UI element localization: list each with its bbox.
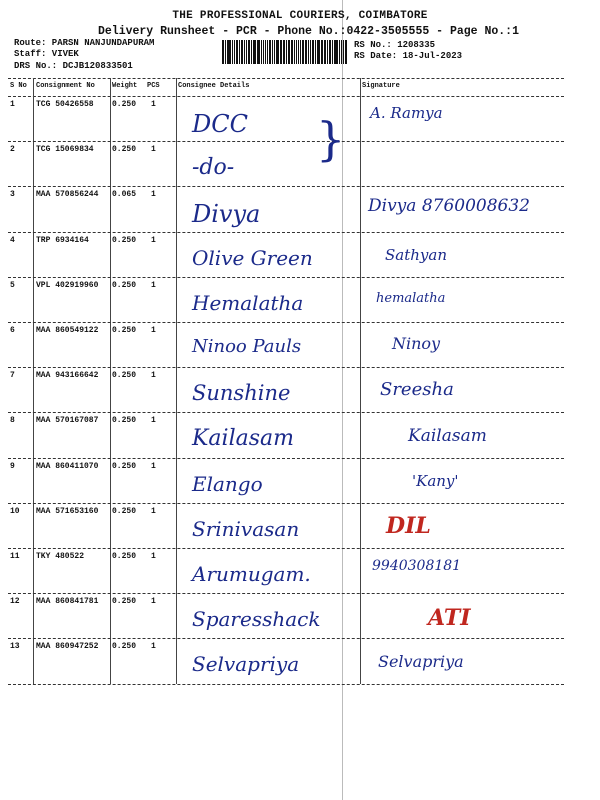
row-pcs: 1 bbox=[151, 326, 156, 335]
column-header-pcs: PCS bbox=[147, 82, 160, 90]
row-consignment-no: MAA 860841781 bbox=[36, 597, 99, 607]
row-signature: Kailasam bbox=[408, 426, 487, 447]
route-label: Route: PARSN NANJUNDAPURAM bbox=[14, 38, 155, 48]
row-weight: 0.250 bbox=[112, 100, 137, 109]
row-consignee-handwritten: Selvapriya bbox=[192, 652, 300, 677]
row-signature: Ninoy bbox=[392, 334, 441, 353]
row-weight: 0.250 bbox=[112, 326, 137, 335]
runsheet-subtitle: Delivery Runsheet - PCR - Phone No.:0422-3505555 - Page No.:1 bbox=[98, 25, 519, 38]
barcode bbox=[222, 40, 348, 64]
drs-number: DRS No.: DCJB120833501 bbox=[14, 61, 133, 71]
row-sno: 13 bbox=[10, 642, 20, 652]
row-divider bbox=[8, 458, 564, 459]
row-divider bbox=[8, 412, 564, 413]
row-signature: hemalatha bbox=[376, 290, 446, 306]
column-header-signature: Signature bbox=[362, 82, 400, 90]
column-header-consignee: Consignee Details bbox=[178, 82, 250, 90]
rs-number: RS No.: 1208335 bbox=[354, 40, 436, 50]
row-sno: 10 bbox=[10, 506, 20, 516]
staff-label: Staff: VIVEK bbox=[14, 49, 79, 59]
row-signature: ATI bbox=[428, 605, 471, 632]
row-sno: 4 bbox=[10, 235, 15, 245]
row-weight: 0.250 bbox=[112, 597, 137, 607]
row-signature: 9940308181 bbox=[372, 558, 462, 574]
row-consignee-handwritten: Arumugam. bbox=[192, 562, 311, 586]
row-divider bbox=[8, 277, 564, 278]
row-divider bbox=[8, 503, 564, 504]
row-divider bbox=[8, 141, 564, 142]
row-sno: 3 bbox=[10, 190, 15, 200]
row-sno: 9 bbox=[10, 461, 15, 471]
header-bottom-border bbox=[8, 96, 564, 97]
company-title: THE PROFESSIONAL COURIERS, COIMBATORE bbox=[172, 10, 428, 22]
row-divider bbox=[8, 186, 564, 187]
row-weight: 0.250 bbox=[112, 371, 137, 381]
row-divider bbox=[8, 322, 564, 323]
row-sno: 7 bbox=[10, 371, 15, 381]
row-divider bbox=[8, 593, 564, 594]
row-pcs: 1 bbox=[151, 100, 156, 109]
row-pcs: 1 bbox=[151, 642, 156, 652]
row-consignment-no: TRP 6934164 bbox=[36, 235, 89, 245]
row-pcs: 1 bbox=[151, 190, 156, 200]
row-consignment-no: TKY 480522 bbox=[36, 552, 85, 561]
row-weight: 0.250 bbox=[112, 416, 137, 426]
row-consignee-handwritten: Ninoo Pauls bbox=[192, 336, 302, 357]
table-top-border bbox=[8, 78, 564, 79]
row-sno: 5 bbox=[10, 280, 15, 290]
row-consignee-handwritten: -do- bbox=[192, 155, 235, 181]
row-consignment-no: MAA 943166642 bbox=[36, 371, 99, 381]
row-weight: 0.065 bbox=[112, 190, 137, 200]
column-header-weight: Weight bbox=[112, 82, 138, 90]
row-sno: 1 bbox=[10, 100, 15, 109]
row-consignee-handwritten: Srinivasan bbox=[192, 516, 300, 541]
row-signature: Divya 8760008632 bbox=[368, 196, 530, 217]
row-consignment-no: MAA 860411070 bbox=[36, 461, 99, 471]
row-pcs: 1 bbox=[151, 506, 156, 516]
row-consignee-handwritten: Sparesshack bbox=[192, 607, 321, 632]
row-divider bbox=[8, 232, 564, 233]
row-consignee-handwritten: DCC bbox=[192, 110, 248, 138]
row-sno: 12 bbox=[10, 597, 20, 607]
row-consignee-handwritten: Elango bbox=[192, 471, 263, 496]
row-divider bbox=[8, 367, 564, 368]
row-consignment-no: MAA 571653160 bbox=[36, 506, 99, 516]
row-pcs: 1 bbox=[151, 280, 156, 290]
row-consignment-no: TCG 15069834 bbox=[36, 145, 94, 155]
row-signature: Sathyan bbox=[385, 245, 447, 264]
row-pcs: 1 bbox=[151, 145, 156, 155]
row-pcs: 1 bbox=[151, 461, 156, 471]
row-signature: DIL bbox=[386, 512, 431, 539]
rs-date: RS Date: 18-Jul-2023 bbox=[354, 51, 463, 61]
row-weight: 0.250 bbox=[112, 506, 137, 516]
row-consignment-no: MAA 570856244 bbox=[36, 190, 99, 200]
handwritten-brace-mark: } bbox=[316, 112, 346, 166]
row-weight: 0.250 bbox=[112, 235, 137, 245]
row-signature: Selvapriya bbox=[378, 652, 464, 672]
row-sno: 11 bbox=[10, 552, 20, 561]
row-pcs: 1 bbox=[151, 416, 156, 426]
row-sno: 6 bbox=[10, 326, 15, 335]
row-consignment-no: MAA 860549122 bbox=[36, 326, 99, 335]
row-consignee-handwritten: Divya bbox=[192, 200, 261, 229]
row-consignment-no: VPL 402919960 bbox=[36, 280, 99, 290]
row-consignee-handwritten: Kailasam bbox=[192, 426, 295, 452]
row-consignee-handwritten: Sunshine bbox=[192, 381, 291, 406]
column-header-sno: S No bbox=[10, 82, 27, 90]
row-weight: 0.250 bbox=[112, 461, 137, 471]
row-pcs: 1 bbox=[151, 371, 156, 381]
row-divider bbox=[8, 684, 564, 685]
row-weight: 0.250 bbox=[112, 145, 137, 155]
row-divider bbox=[8, 548, 564, 549]
row-sno: 2 bbox=[10, 145, 15, 155]
row-pcs: 1 bbox=[151, 235, 156, 245]
row-signature: A. Ramya bbox=[370, 104, 443, 122]
row-weight: 0.250 bbox=[112, 552, 137, 561]
row-pcs: 1 bbox=[151, 552, 156, 561]
row-pcs: 1 bbox=[151, 597, 156, 607]
column-header-consignment: Consignment No bbox=[36, 82, 95, 90]
row-consignment-no: TCG 50426558 bbox=[36, 100, 94, 109]
row-signature: 'Kany' bbox=[412, 471, 459, 490]
row-weight: 0.250 bbox=[112, 642, 137, 652]
row-consignment-no: MAA 860947252 bbox=[36, 642, 99, 652]
row-divider bbox=[8, 638, 564, 639]
row-signature: Sreesha bbox=[380, 379, 454, 401]
row-consignee-handwritten: Olive Green bbox=[192, 245, 313, 270]
row-sno: 8 bbox=[10, 416, 15, 426]
row-weight: 0.250 bbox=[112, 280, 137, 290]
row-consignment-no: MAA 570167087 bbox=[36, 416, 99, 426]
row-consignee-handwritten: Hemalatha bbox=[192, 290, 304, 315]
